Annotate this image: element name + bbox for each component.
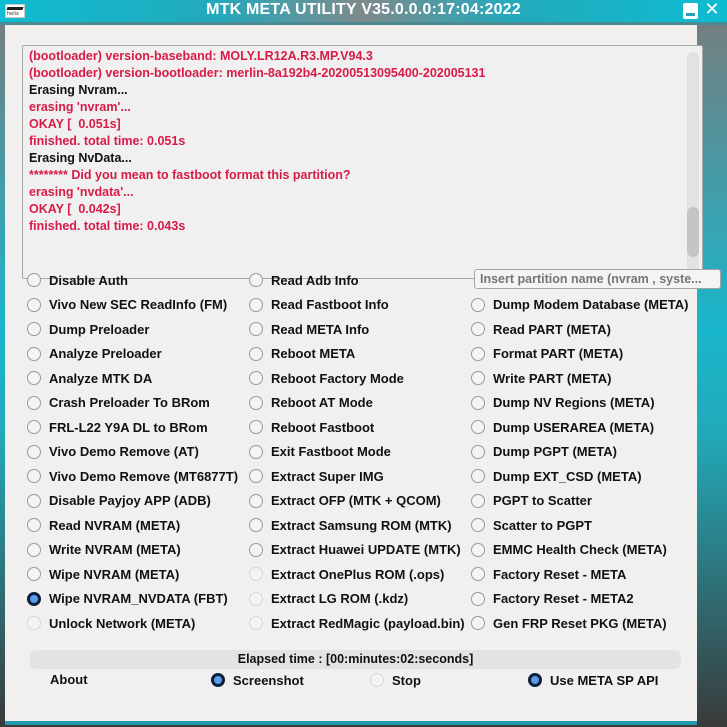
option-radio[interactable] [471, 469, 485, 483]
option-radio[interactable] [27, 298, 41, 312]
option-vivo-demo-remove-at[interactable] [27, 440, 238, 465]
options-column-2 [249, 268, 465, 636]
option-wipe-nvram-nvdata-fbt[interactable] [27, 587, 238, 612]
option-extract-super-img[interactable] [249, 464, 465, 489]
close-button[interactable] [703, 1, 721, 19]
log-line: Erasing Nvram... [29, 83, 128, 97]
option-wipe-nvram-meta[interactable] [27, 562, 238, 587]
option-radio[interactable] [27, 322, 41, 336]
option-label: Read Adb Info [271, 272, 359, 288]
option-dump-modem-database-meta[interactable] [471, 293, 689, 318]
option-dump-preloader[interactable] [27, 317, 238, 342]
option-factory-reset-meta[interactable] [471, 562, 689, 587]
option-reboot-at-mode[interactable] [249, 391, 465, 416]
minimize-icon [686, 13, 695, 16]
option-radio[interactable] [27, 420, 41, 434]
option-radio[interactable] [27, 445, 41, 459]
option-label: Dump Modem Database (META) [493, 297, 689, 313]
meta-sp-api-radio[interactable] [528, 673, 542, 687]
option-label: Extract LG ROM (.kdz) [271, 591, 409, 607]
option-label: Read META Info [271, 321, 370, 337]
log-line: finished. total time: 0.051s [29, 134, 186, 148]
option-reboot-fastboot[interactable] [249, 415, 465, 440]
option-label: Vivo Demo Remove (AT) [49, 444, 199, 460]
option-label: Gen FRP Reset PKG (META) [493, 615, 667, 631]
option-radio[interactable] [27, 616, 41, 630]
option-label: Dump PGPT (META) [493, 444, 617, 460]
option-label: Reboot Factory Mode [271, 370, 404, 386]
option-label: Disable Auth [49, 272, 128, 288]
option-label: Format PART (META) [493, 346, 624, 362]
option-read-meta-info[interactable] [249, 317, 465, 342]
stop-option[interactable] [370, 671, 421, 689]
option-read-part-meta[interactable] [471, 317, 689, 342]
meta-sp-api-option[interactable] [528, 671, 658, 689]
option-radio[interactable] [249, 567, 263, 581]
option-radio[interactable] [471, 543, 485, 557]
option-crash-preloader-to-brom[interactable] [27, 391, 238, 416]
log-line: finished. total time: 0.043s [29, 219, 186, 233]
option-radio[interactable] [27, 494, 41, 508]
option-radio[interactable] [249, 616, 263, 630]
option-radio[interactable] [471, 567, 485, 581]
option-read-fastboot-info[interactable] [249, 293, 465, 318]
option-radio[interactable] [249, 543, 263, 557]
options-column-1 [27, 268, 238, 636]
option-label: Read PART (META) [493, 321, 611, 337]
option-extract-samsung-rom-mtk[interactable] [249, 513, 465, 538]
option-label: Vivo New SEC ReadInfo (FM) [49, 297, 228, 313]
option-radio[interactable] [27, 371, 41, 385]
option-read-nvram-meta[interactable] [27, 513, 238, 538]
option-label: Reboot META [271, 346, 356, 362]
option-reboot-meta[interactable] [249, 342, 465, 367]
option-label: Reboot Fastboot [271, 419, 375, 435]
option-radio[interactable] [471, 396, 485, 410]
option-radio[interactable] [249, 347, 263, 361]
option-dump-userarea-meta[interactable] [471, 415, 689, 440]
log-line: (bootloader) version-bootloader: merlin-8a192b4-20200513095400-202005131 [29, 66, 486, 80]
option-vivo-new-sec-readinfo-fm[interactable] [27, 293, 238, 318]
partition-name-input[interactable] [474, 269, 721, 289]
option-radio[interactable] [471, 420, 485, 434]
option-dump-pgpt-meta[interactable] [471, 440, 689, 465]
meta-sp-api-label: Use META SP API [550, 672, 659, 688]
option-label: PGPT to Scatter [493, 493, 592, 509]
option-label: Wipe NVRAM (META) [49, 566, 180, 582]
option-dump-nv-regions-meta[interactable] [471, 391, 689, 416]
option-frl-l22-y9a-dl-to-brom[interactable] [27, 415, 238, 440]
option-disable-auth[interactable] [27, 268, 238, 293]
option-radio[interactable] [471, 616, 485, 630]
option-extract-redmagic-payload-bin[interactable] [249, 611, 465, 636]
option-radio[interactable] [471, 494, 485, 508]
log-line: Erasing NvData... [29, 151, 132, 165]
log-line: ******** Did you mean to fastboot format this partition? [29, 168, 351, 182]
option-scatter-to-pgpt[interactable] [471, 513, 689, 538]
option-radio[interactable] [471, 445, 485, 459]
option-label: Reboot AT Mode [271, 395, 373, 411]
option-radio[interactable] [27, 567, 41, 581]
window-title: MTK META UTILITY V35.0.0.0:17:04:2022 [206, 1, 521, 18]
option-radio[interactable] [249, 592, 263, 606]
option-factory-reset-meta2[interactable] [471, 587, 689, 612]
screenshot-radio[interactable] [211, 673, 225, 687]
option-write-part-meta[interactable] [471, 366, 689, 391]
log-line: OKAY [ 0.042s] [29, 202, 121, 216]
option-vivo-demo-remove-mt6877t[interactable] [27, 464, 238, 489]
option-label: Extract OFP (MTK + QCOM) [271, 493, 441, 509]
option-radio[interactable] [27, 347, 41, 361]
stop-label: Stop [392, 672, 421, 688]
option-radio[interactable] [249, 396, 263, 410]
option-label: Read Fastboot Info [271, 297, 389, 313]
option-label: Scatter to PGPT [493, 517, 592, 533]
window-bottom-border [5, 721, 697, 725]
option-radio[interactable] [471, 347, 485, 361]
option-label: Wipe NVRAM_NVDATA (FBT) [49, 591, 228, 607]
option-radio[interactable] [249, 298, 263, 312]
minimize-button[interactable] [683, 3, 698, 19]
close-icon: ✕ [704, 0, 720, 20]
app-logo-caption: helix [7, 11, 19, 17]
option-radio[interactable] [249, 322, 263, 336]
option-radio[interactable] [471, 371, 485, 385]
option-radio[interactable] [249, 420, 263, 434]
main-panel [5, 25, 697, 721]
option-emmc-health-check-meta[interactable] [471, 538, 689, 563]
option-format-part-meta[interactable] [471, 342, 689, 367]
option-radio[interactable] [27, 592, 41, 606]
option-unlock-network-meta[interactable] [27, 611, 238, 636]
option-label: Analyze MTK DA [49, 370, 153, 386]
option-label: Dump EXT_CSD (META) [493, 468, 642, 484]
option-label: Extract Super IMG [271, 468, 384, 484]
stop-radio[interactable] [370, 673, 384, 687]
option-read-adb-info[interactable] [249, 268, 465, 293]
log-output[interactable] [22, 45, 703, 279]
option-label: Crash Preloader To BRom [49, 395, 210, 411]
option-label: Extract Samsung ROM (MTK) [271, 517, 452, 533]
option-label: Dump NV Regions (META) [493, 395, 655, 411]
title-bar[interactable] [0, 0, 727, 22]
option-write-nvram-meta[interactable] [27, 538, 238, 563]
option-radio[interactable] [27, 469, 41, 483]
option-label: FRL-L22 Y9A DL to BRom [49, 419, 208, 435]
option-extract-lg-rom-kdz[interactable] [249, 587, 465, 612]
log-scrollbar-thumb[interactable] [687, 207, 699, 257]
option-exit-fastboot-mode[interactable] [249, 440, 465, 465]
option-label: Factory Reset - META [493, 566, 627, 582]
options-column-3 [471, 293, 689, 636]
option-radio[interactable] [471, 592, 485, 606]
option-disable-payjoy-app-adb[interactable] [27, 489, 238, 514]
option-label: Write PART (META) [493, 370, 612, 386]
option-radio[interactable] [471, 518, 485, 532]
screenshot-label: Screenshot [233, 672, 304, 688]
option-label: Extract OnePlus ROM (.ops) [271, 566, 445, 582]
option-radio[interactable] [249, 273, 263, 287]
option-label: EMMC Health Check (META) [493, 542, 667, 558]
option-label: Write NVRAM (META) [49, 542, 181, 558]
option-label: Dump Preloader [49, 321, 150, 337]
option-extract-huawei-update-mtk[interactable] [249, 538, 465, 563]
option-pgpt-to-scatter[interactable] [471, 489, 689, 514]
elapsed-time-bar: Elapsed time : [00:minutes:02:seconds] [30, 650, 681, 669]
log-line: erasing 'nvram'... [29, 100, 131, 114]
log-scrollbar[interactable] [687, 52, 699, 274]
option-label: Vivo Demo Remove (MT6877T) [49, 468, 239, 484]
option-analyze-preloader[interactable] [27, 342, 238, 367]
option-radio[interactable] [471, 322, 485, 336]
option-extract-ofp-mtk-qcom[interactable] [249, 489, 465, 514]
option-label: Dump USERAREA (META) [493, 419, 655, 435]
option-gen-frp-reset-pkg-meta[interactable] [471, 611, 689, 636]
option-label: Factory Reset - META2 [493, 591, 634, 607]
log-line: (bootloader) version-baseband: MOLY.LR12A.R3.MP.V94.3 [29, 49, 373, 63]
option-radio[interactable] [27, 273, 41, 287]
option-radio[interactable] [471, 298, 485, 312]
log-lines [29, 48, 485, 235]
option-reboot-factory-mode[interactable] [249, 366, 465, 391]
option-radio[interactable] [249, 518, 263, 532]
option-analyze-mtk-da[interactable] [27, 366, 238, 391]
option-label: Read NVRAM (META) [49, 517, 181, 533]
option-label: Disable Payjoy APP (ADB) [49, 493, 211, 509]
log-line: OKAY [ 0.051s] [29, 117, 121, 131]
option-radio[interactable] [27, 396, 41, 410]
about-link[interactable]: About [50, 672, 88, 687]
option-label: Extract Huawei UPDATE (MTK) [271, 542, 461, 558]
option-label: Unlock Network (META) [49, 615, 196, 631]
option-dump-ext-csd-meta[interactable] [471, 464, 689, 489]
option-extract-oneplus-rom-ops[interactable] [249, 562, 465, 587]
option-radio[interactable] [249, 371, 263, 385]
option-label: Extract RedMagic (payload.bin) [271, 615, 465, 631]
screenshot-option[interactable] [211, 671, 304, 689]
option-label: Exit Fastboot Mode [271, 444, 391, 460]
option-label: Analyze Preloader [49, 346, 162, 362]
log-line: erasing 'nvdata'... [29, 185, 134, 199]
option-radio[interactable] [249, 494, 263, 508]
option-radio[interactable] [27, 543, 41, 557]
option-radio[interactable] [27, 518, 41, 532]
option-radio[interactable] [249, 469, 263, 483]
option-radio[interactable] [249, 445, 263, 459]
